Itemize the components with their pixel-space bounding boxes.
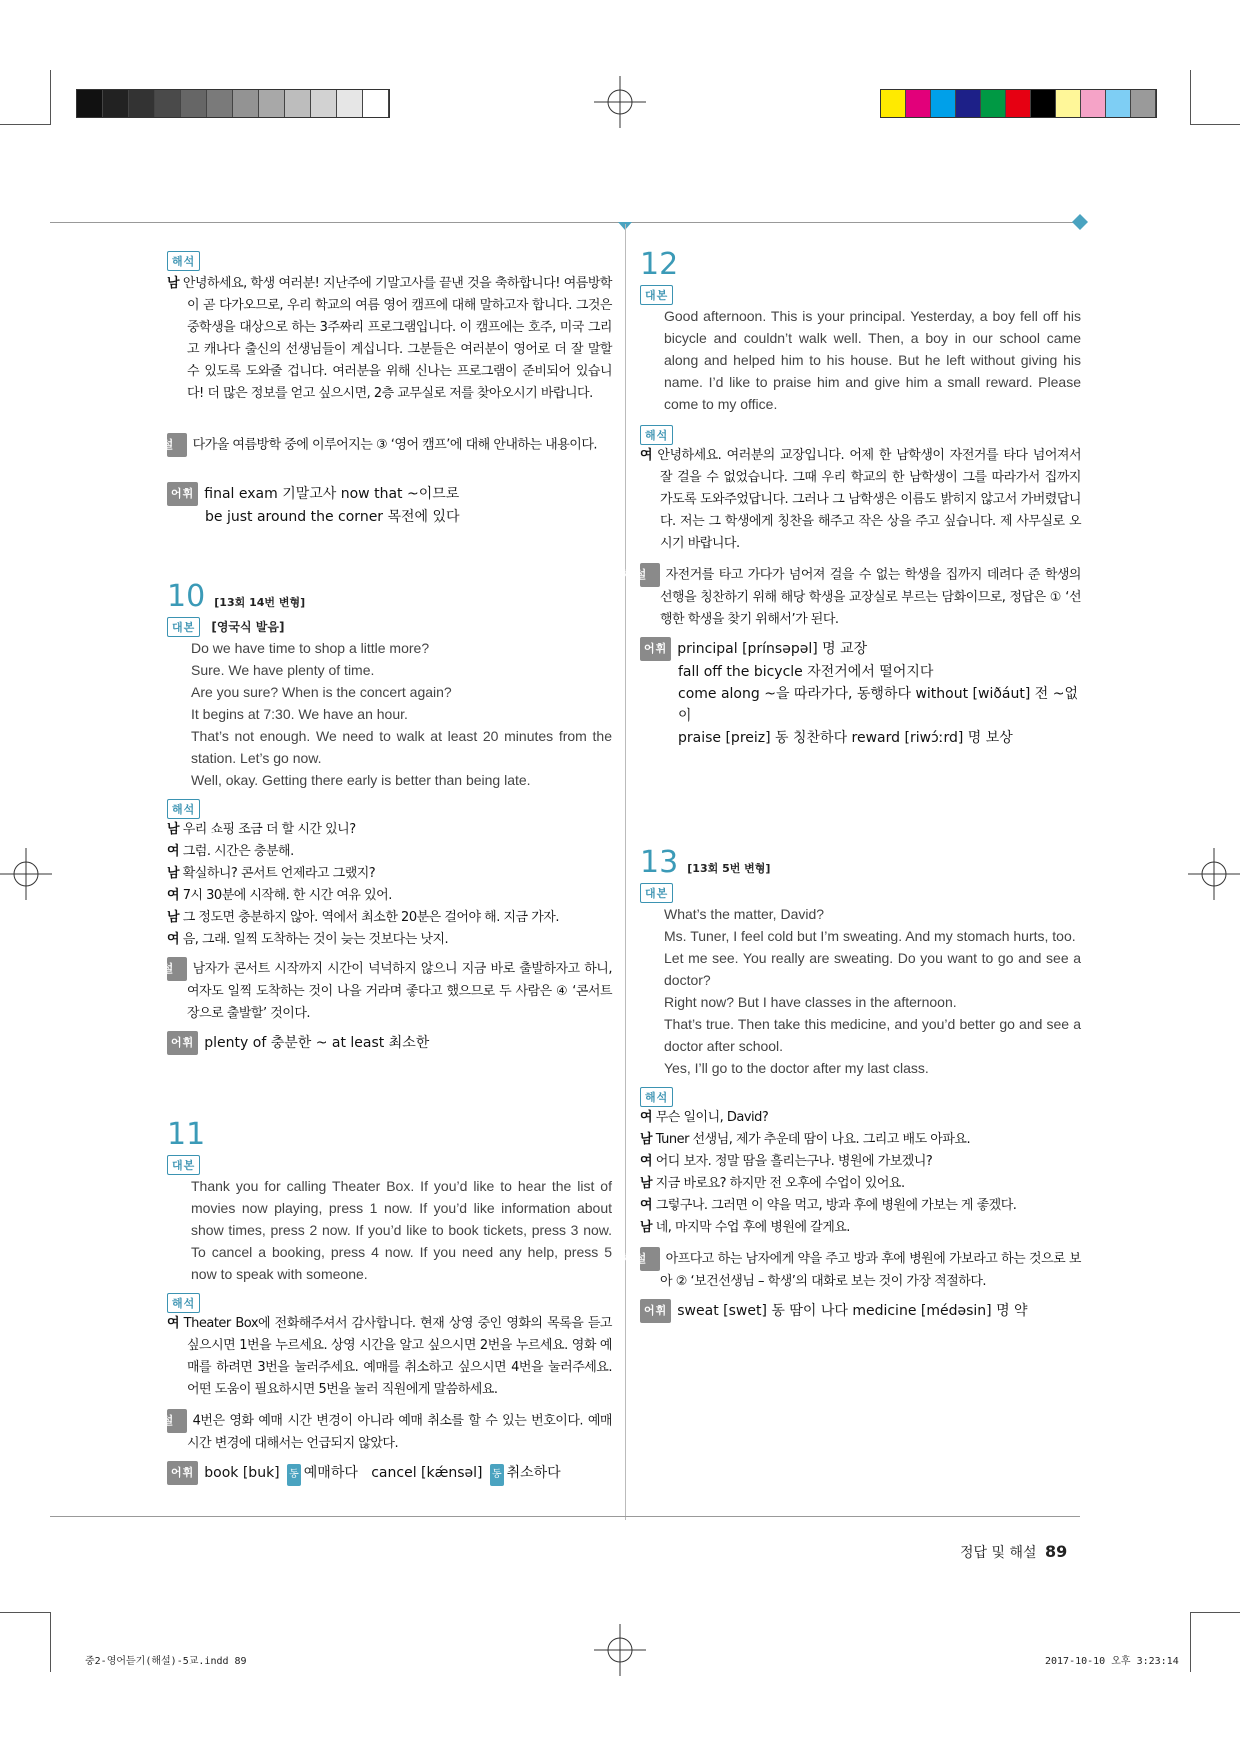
footer-rule [50,1516,1080,1517]
registration-mark-icon [0,848,52,900]
q13-vocab: 어휘 sweat [swet] 동 땀이 나다 medicine [médəsin] 명 약 [640,1299,1081,1323]
q13-explanation: 해설 아프다고 하는 남자에게 약을 주고 방과 후에 병원에 가보라고 하는 것으로 보아 ② ‘보건선생님 – 학생’의 대화로 보는 것이 가장 적절하다. [640,1247,1081,1293]
crop-line [50,1612,51,1672]
q12-vocab: 어휘 principal [prínsəpəl] 명 교장 fall off the bicycle 자전거에서 떨어지다 come along ~을 따라가다, 동행하다 without [wiðáut] 전 ~없이 praise [preiz] 동 칭찬하다 reward [riwɔ́ːrd] 명 보상 [640,637,1081,749]
crop-line [0,1612,50,1613]
column-divider [625,224,626,1520]
question-number: 12 [640,247,679,282]
crop-line [0,124,50,125]
q11-translation: 여 Theater Box에 전화해주셔서 감사합니다. 현재 상영 중인 영화의 목록을 듣고 싶으시면 1번을 누르세요. 상영 시간을 알고 싶으시면 2번을 누르세요. 영화 예매를 하려면 3번을 눌러주세요. 예매를 취소하고 싶으시면 4번을 눌러주세요. 어떤 도움이 필요하시면 5번을 눌러 직원에게 말씀하세요. [167,1316,612,1397]
print-file-name: 중2-영어듣기(해설)-5교.indd 89 [85,1656,247,1667]
question-source: [13회 14번 변형] [214,596,306,609]
page-footer-label: 정답 및 해설 [960,1545,1037,1561]
top-explanation: 해설 다가올 여름방학 중에 이루어지는 ③ ‘영어 캠프’에 대해 안내하는 내용이다. [167,433,632,457]
crop-line [50,70,51,125]
accent-note: [영국식 발음] [211,620,285,634]
question-13: 13 [13회 5번 변형] 대본 What’s the matter, David? Ms. Tuner, I feel cold but I’m sweating. And my stomach hurts, too. Let me see. You really are sweating. Do you want to go and see a doctor? Right now? But I have classes in the afternoon. That’s true. Then take this medicine, and you’d better go and see a doctor after school. Yes, I’ll go to the doctor after my last class. 해석 여 무슨 일이니, David? 남 Tuner 선생님, 제가 추운데 땀이 나요. 그리고 배도 아파요. 여 어디 보자. 정말 땀을 흘리는구나. 병원에 가보겠니? 남 지금 바로요? 하지만 전 오후에 수업이 있어요. 여 그렇구나. 그러면 이 약을 먹고, 방과 후에 병원에 가보는 게 좋겠다. 남 네, 마지막 수업 후에 병원에 갈게요. 해설 아프다고 하는 남자에게 약을 주고 방과 후에 병원에 가보라고 하는 것으로 보아 ② ‘보건선생님 – 학생’의 대화로 보는 것이 가장 적절하다. 어휘 sweat [swet] 동 땀이 나다 medicine [médəsin] 명 약 [640,848,1081,1323]
page-footer [960,1542,1067,1562]
page-number: 89 [1044,1542,1068,1561]
question-12: 12 대본 Good afternoon. This is your principal. Yesterday, a boy fell off his bicycle and couldn’t walk well. Then, a boy in our school came along and helped him to his house. But he left without giving his name. I’d like to praise him and give him a small reward. Please come to my office. 해석 여 안녕하세요. 여러분의 교장입니다. 어제 한 남학생이 자전거를 타다 넘어져서 잘 걸을 수 없었습니다. 그때 우리 학교의 한 남학생이 그를 따라가서 집까지 가도록 도와주었답니다. 그러나 그 남학생은 이름도 밝히지 않고서 가버렸답니다. 저는 그 학생에게 칭찬을 해주고 작은 상을 주고 싶습니다. 제 사무실로 오시기 바랍니다. 해설 자전거를 타고 가다가 넘어져 걸을 수 없는 학생을 집까지 데려다 준 학생의 선행을 칭찬하기 위해 해당 학생을 교장실로 부르는 담화이므로, 정답은 ① ‘선행한 학생을 찾기 위해서’가 된다. 어휘 principal [prínsəpəl] 명 교장 fall off the bicycle 자전거에서 떨어지다 come along ~을 따라가다, 동행하다 without [wiðáut] 전 ~없이 praise [preiz] 동 칭찬하다 reward [riwɔ́ːrd] 명 보상 [640,250,1081,749]
q13-script: What’s the matter, David? Ms. Tuner, I feel cold but I’m sweating. And my stomach hurts, too. Let me see. You really are sweating. Do you want to go and see a doctor? Right now? But I have classes in the afternoon. That’s true. Then take this medicine, and you’d better go and see a doctor after school. Yes, I’ll go to the doctor after my last class. [664,905,1081,1076]
crop-line [1190,70,1191,125]
top-vocab: 어휘 final exam 기말고사 now that ~이므로 be just around the corner 목전에 있다 [167,482,612,528]
q11-explanation: 해설 4번은 영화 예매 시간 변경이 아니라 예매 취소를 할 수 있는 번호이다. 예매 시간 변경에 대해서는 언급되지 않았다. [167,1409,612,1455]
q12-script: Good afternoon. This is your principal. Yesterday, a boy fell off his bicycle and couldn’t walk well. Then, a boy in our school came along and helped him to his house. But he left without giving his name. I’d like to praise him and give him a small reward. Please come to my office. [664,307,1081,412]
top-translation-text: 남 안녕하세요, 학생 여러분! 지난주에 기말고사를 끝낸 것을 축하합니다! 여름방학이 곧 다가오므로, 우리 학교의 여름 영어 캠프에 대해 말하고자 합니다. 그것은 중학생을 대상으로 하는 3주짜리 프로그램입니다. 이 캠프에는 호주, 미국 그리고 캐나다 출신의 선생님들이 계십니다. 그분들은 여러분이 영어로 더 잘 말할 수 있도록 도와줄 겁니다. 여러분을 위해 신나는 프로그램이 준비되어 있습니다! 더 많은 정보를 얻고 싶으시면, 2층 교무실로 저를 찾아오시기 바랍니다. [167,275,612,401]
question-number: 10 [167,579,206,614]
header-rule [50,222,1080,223]
question-10: 10 [13회 14번 변형] 대본 [영국식 발음] Do we have time to shop a little more? Sure. We have plenty of time. Are you sure? When is the concert again? It begins at 7:30. We have an hour. That’s not enough. We need to walk at least 20 minutes from the station. Let’s go now. Well, okay. Getting there early is better than being late. 해석 남 우리 쇼핑 조금 더 할 시간 있니? 여 그럼. 시간은 충분해. 남 확실하니? 콘서트 언제라고 그랬지? 여 7시 30분에 시작해. 한 시간 여유 있어. 남 그 정도면 충분하지 않아. 역에서 최소한 20분은 걸어야 해. 지금 가자. 여 음, 그래. 일찍 도착하는 것이 늦는 것보다는 낫지. 해설 남자가 콘서트 시작까지 시간이 넉넉하지 않으니 지금 바로 출발하자고 하니, 여자도 일찍 도착하는 것이 나을 거라며 좋다고 했으므로 두 사람은 ④ ‘콘서트장으로 출발할’ 것이다. 어휘 plenty of 충분한 ~ at least 최소한 [167,582,612,1055]
haeseok-label: 해석 [167,251,200,271]
question-number: 11 [167,1117,206,1152]
q10-vocab: 어휘 plenty of 충분한 ~ at least 최소한 [167,1031,612,1055]
q11-script: Thank you for calling Theater Box. If you’d like to hear the list of movies now playing, press 1 now. If you’d like information about show times, press 2 now. If you’d like to book tickets, press 3 now. To cancel a booking, press 4 now. If you need any help, press 5 now to speak with someone. [191,1177,612,1282]
question-11: 11 대본 Thank you for calling Theater Box. If you’d like to hear the list of movies now playing, press 1 now. If you’d like information about show times, press 2 now. If you’d like to book tickets, press 3 now. To cancel a booking, press 4 now. If you need any help, press 5 now to speak with someone. 해석 여 Theater Box에 전화해주셔서 감사합니다. 현재 상영 중인 영화의 목록을 듣고 싶으시면 1번을 누르세요. 상영 시간을 알고 싶으시면 2번을 누르세요. 영화 예매를 하려면 3번을 눌러주세요. 예매를 취소하고 싶으시면 4번을 눌러주세요. 어떤 도움이 필요하시면 5번을 눌러 직원에게 말씀하세요. 해설 4번은 영화 예매 시간 변경이 아니라 예매 취소를 할 수 있는 번호이다. 예매 시간 변경에 대해서는 언급되지 않았다. 어휘 book [buk] 동 예매하다 cancel [kǽnsəl] 동 취소하다 [167,1120,612,1486]
color-calibration-bar [880,89,1157,118]
print-timestamp: 2017-10-10 오후 3:23:14 [1045,1656,1179,1667]
grayscale-calibration-bar [76,89,390,118]
diamond-icon [1072,214,1088,230]
question-source: [13회 5번 변형] [687,862,771,875]
q10-translation: 남 우리 쇼핑 조금 더 할 시간 있니? 여 그럼. 시간은 충분해. 남 확실하니? 콘서트 언제라고 그랬지? 여 7시 30분에 시작해. 한 시간 여유 있어. 남 그 정도면 충분하지 않아. 역에서 최소한 20분은 걸어야 해. 지금 가자. 여 음, 그래. 일찍 도착하는 것이 늦는 것보다는 낫지. [167,822,559,947]
registration-mark-icon [594,76,646,128]
q13-translation: 여 무슨 일이니, David? 남 Tuner 선생님, 제가 추운데 땀이 나요. 그리고 배도 아파요. 여 어디 보자. 정말 땀을 흘리는구나. 병원에 가보겠니? 남 지금 바로요? 하지만 전 오후에 수업이 있어요. 여 그렇구나. 그러면 이 약을 먹고, 방과 후에 병원에 가보는 게 좋겠다. 남 네, 마지막 수업 후에 병원에 갈게요. [640,1110,1017,1235]
top-translation-section [167,250,612,405]
registration-mark-icon [1188,848,1240,900]
crop-line [1190,1612,1240,1613]
q12-translation: 여 안녕하세요. 여러분의 교장입니다. 어제 한 남학생이 자전거를 타다 넘어져서 잘 걸을 수 없었습니다. 그때 우리 학교의 한 남학생이 그를 따라가서 집까지 가도록 도와주었답니다. 그러나 그 남학생은 이름도 밝히지 않고서 가버렸답니다. 저는 그 학생에게 칭찬을 해주고 작은 상을 주고 싶습니다. 제 사무실로 오시기 바랍니다. [640,448,1081,551]
question-number: 13 [640,845,679,880]
q10-explanation: 해설 남자가 콘서트 시작까지 시간이 넉넉하지 않으니 지금 바로 출발하자고 하니, 여자도 일찍 도착하는 것이 나을 거라며 좋다고 했으므로 두 사람은 ④ ‘콘서트장으로 출발할’ 것이다. [167,957,612,1025]
q12-explanation: 해설 자전거를 타고 가다가 넘어져 걸을 수 없는 학생을 집까지 데려다 준 학생의 선행을 칭찬하기 위해 해당 학생을 교장실로 부르는 담화이므로, 정답은 ① ‘선행한 학생을 찾기 위해서’가 된다. [640,563,1081,631]
q11-vocab: 어휘 book [buk] 동 예매하다 cancel [kǽnsəl] 동 취소하다 [167,1461,612,1486]
registration-mark-icon [594,1624,646,1676]
crop-line [1190,1612,1191,1672]
crop-line [1190,124,1240,125]
q10-script: Do we have time to shop a little more? Sure. We have plenty of time. Are you sure? When is the concert again? It begins at 7:30. We have an hour. That’s not enough. We need to walk at least 20 minutes from the station. Let’s go now. Well, okay. Getting there early is better than being late. [191,639,612,788]
